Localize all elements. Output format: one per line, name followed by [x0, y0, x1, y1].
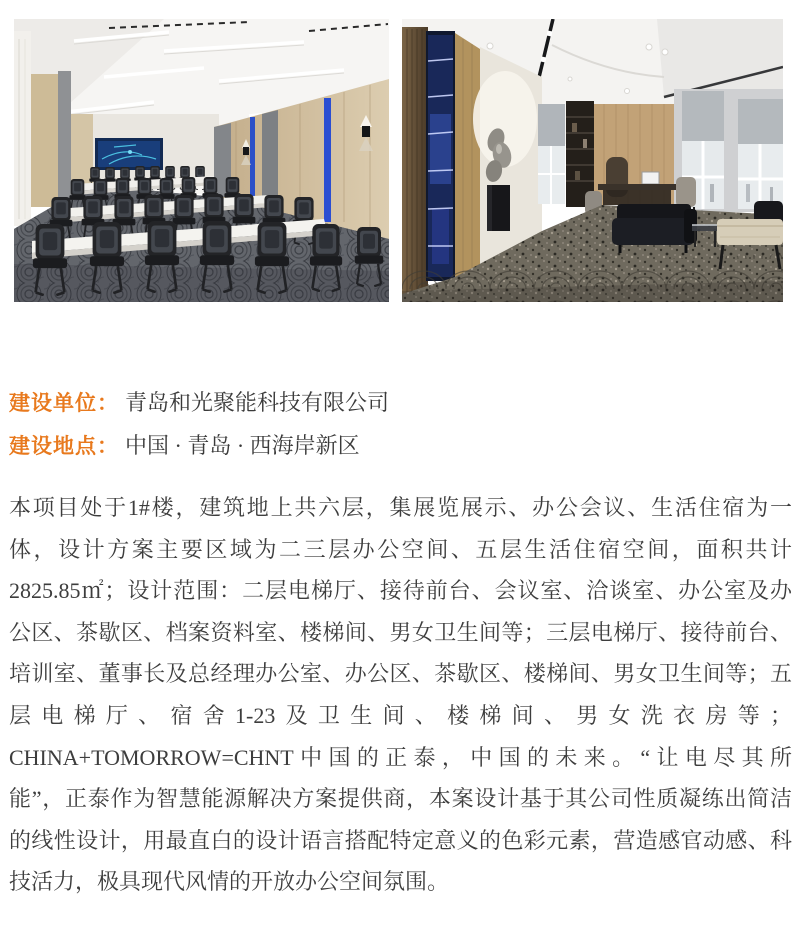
description-line: 能”，正泰作为智慧能源解决方案提供商，本案设计基于其公司性质凝练出简洁	[9, 786, 792, 812]
description-line: 2825.85㎡；设计范围：二层电梯厅、接待前台、会议室、洽谈室、办公室及办	[9, 578, 792, 604]
description-line: 公区、茶歇区、档案资料室、楼梯间、男女卫生间等；三层电梯厅、接待前台、	[9, 619, 792, 645]
owner-label: 建设单位：	[9, 392, 119, 415]
description-line: 层电梯厅、宿舍1-23及卫生间、楼梯间、男女洗衣房等；	[9, 702, 792, 728]
location-label: 建设地点：	[9, 435, 119, 458]
led-screen	[95, 138, 163, 170]
description-line: 的线性设计，用最直白的设计语言搭配特定意义的色彩元素，营造感官动感、科	[9, 827, 792, 853]
description-line: 培训室、董事长及总经理办公室、办公区、茶歇区、楼梯间、男女卫生间等；五	[9, 661, 792, 687]
description-line: 本项目处于1#楼，建筑地上共六层，集展览展示、办公会议、生活住宿为一	[9, 495, 792, 520]
left-wood-slat-wall	[402, 27, 428, 302]
conference-room-illustration	[14, 19, 389, 302]
wood-panels	[455, 33, 480, 281]
description-line: CHINA+TOMORROW=CHNT中国的正泰，中国的未来。“让电尽其所	[9, 744, 792, 770]
description-line: 体，设计方案主要区域为二三层办公空间、五层生活住宿空间，面积共计	[9, 536, 792, 562]
office-illustration	[402, 19, 783, 302]
conference-room-photo	[14, 19, 389, 302]
back-window-left	[538, 104, 565, 204]
project-info	[9, 386, 789, 472]
location-value: 中国 · 青岛 · 西海岸新区	[125, 433, 360, 458]
display-cabinet	[426, 31, 455, 281]
office-photo	[402, 19, 783, 302]
info-row-owner	[9, 386, 789, 429]
owner-value: 青岛和光聚能科技有限公司	[125, 390, 390, 415]
description-line: 技活力，极具现代风情的开放办公空间氛围。	[9, 869, 450, 895]
monitor	[642, 172, 659, 184]
project-description	[9, 487, 792, 903]
info-row-location	[9, 429, 789, 472]
